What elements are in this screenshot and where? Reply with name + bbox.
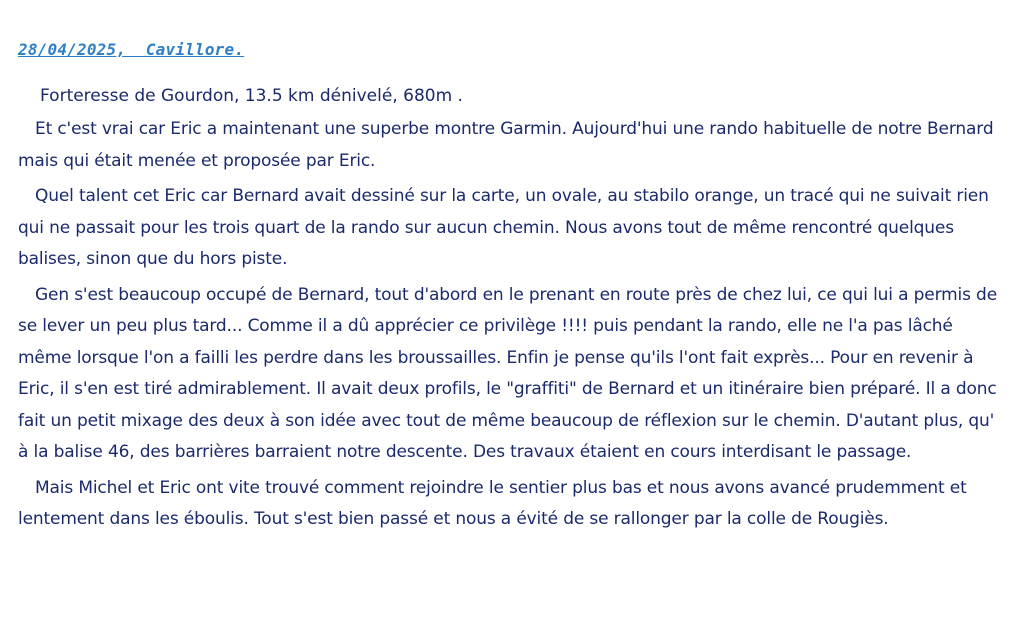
article <box>18 38 1008 540</box>
paragraph-scree-descent: Mais Michel et Eric ont vite trouvé comment rejoindre le sentier plus bas et nous avons avancé prudemment et lentement dans les éboulis. Tout s'est bien passé et nous a évité de se rallonger par la colle de Rougiès. <box>18 477 967 529</box>
date-place-heading: 28/04/2025, Cavillore. <box>18 40 245 59</box>
paragraph-route-talent: Quel talent cet Eric car Bernard avait dessiné sur la carte, un ovale, au stabilo orange, un tracé qui ne suivait rien qui ne passait pour les trois quart de la rando sur aucun chemin. Nous avons tout de même rencontré quelques balises, sinon que du hors piste. <box>18 186 989 269</box>
paragraph-gen-and-bernard: Gen s'est beaucoup occupé de Bernard, tout d'abord en le prenant en route près de chez lui, ce qui lui a permis de se lever un peu plus tard... Comme il a dû apprécier ce privilège !!!! puis pendant la rando, elle ne l'a pas lâché même lorsque l'on a failli les perdre dans les broussailles. Enfin je pense qu'ils l'ont fait exprès... Pour en revenir à Eric, il s'en est tiré admirablement. Il avait deux profils, le "graffiti" de Bernard et un itinéraire bien préparé. Il a donc fait un petit mixage des deux à son idée avec tout de même beaucoup de réflexion sur le chemin. D'autant plus, qu' à la balise 46, des barrières barraient notre descente. Des travaux étaient en cours interdisant le passage. <box>18 284 998 462</box>
hike-subtitle: Forteresse de Gourdon, 13.5 km dénivelé, 680m . <box>40 86 463 106</box>
paragraph-garmin: Et c'est vrai car Eric a maintenant une superbe montre Garmin. Aujourd'hui une rando habituelle de notre Bernard mais qui était menée et proposée par Eric. <box>18 119 994 171</box>
